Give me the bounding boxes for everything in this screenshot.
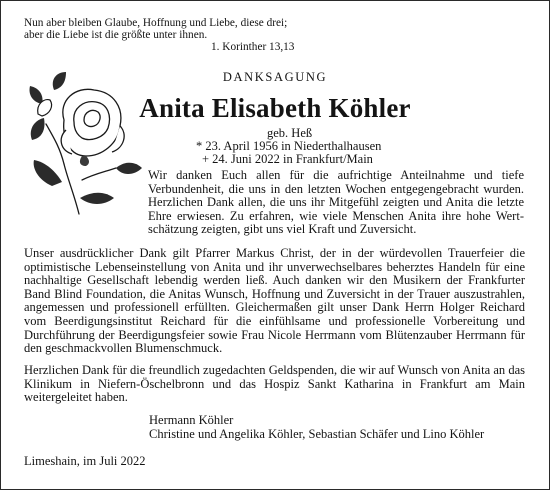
bible-quote-line-2: aber die Liebe ist die größte unter ihnen. <box>24 29 208 41</box>
bible-quote-line-1: Nun aber bleiben Glaube, Hoffnung und Liebe, diese drei; <box>24 17 288 29</box>
notice-heading: DANKSAGUNG <box>222 70 328 84</box>
place-and-date: Limeshain, im Juli 2022 <box>24 454 146 468</box>
signature-line-1: Hermann Köhler <box>149 413 234 427</box>
birth-date: * 23. April 1956 in Niederthalhausen <box>196 139 382 153</box>
intro-paragraph: Wir danken Euch allen für die aufrichtige Anteilnahme und tiefe Verbundenheit, die uns in den letzten Wochen entgegengebracht wurden. Herzlichen Dank allen, die uns ihr Mitgefühl zeigten und Anita die letzte Ehre erwiesen. Zu erfahren, wie viele Menschen Anita ihre hohe Wertschätzung zeigten, gibt uns viel Kraft und Zuversicht. <box>148 168 524 237</box>
deceased-name: Anita Elisabeth Köhler <box>139 93 411 123</box>
death-date: + 24. Juni 2022 in Frankfurt/Main <box>202 152 373 166</box>
thanks-paragraph: Unser ausdrücklicher Dank gilt Pfarrer Markus Christ, der in der würdevollen Trauerfeier die optimistische Lebenseinstellung von Anita und ihr unverwechselbares beherztes Handeln für eine nachhaltige Gesellschaft lebendig werden ließ. Auch danken wir den Musikern der Frankfurter Band Blind Foundation, die Anitas Wunsch, Hoffnung und Zuversicht in der Trauer auszustrahlen, angemessen und professionell erfüllten. Gleichermaßen gilt unser Dank Herrn Holger Reichard vom Beerdigungsinstitut Reichard für die einfühlsame und professionelle Vorbereitung und Durchführung der Beerdigungsfeier sowie Frau Nicole Herrmann vom Blütenzauber Herrmann für den geschmackvollen Blumenschmuck. <box>24 246 525 356</box>
bible-quote <box>24 17 287 41</box>
donation-paragraph: Herzlichen Dank für die freundlich zugedachten Geldspenden, die wir auf Wunsch von Anita an das Klinikum in Niefern-Öschelbronn und das Hospiz Sankt Katharina in Frankfurt am Main weitergeleitet haben. <box>24 363 525 405</box>
rose-illustration-icon <box>24 68 146 216</box>
signature-line-2: Christine und Angelika Köhler, Sebastian Schäfer und Lino Köhler <box>149 427 485 441</box>
maiden-name: geb. Heß <box>267 126 313 140</box>
bible-quote-reference: 1. Korinther 13,13 <box>211 41 295 53</box>
